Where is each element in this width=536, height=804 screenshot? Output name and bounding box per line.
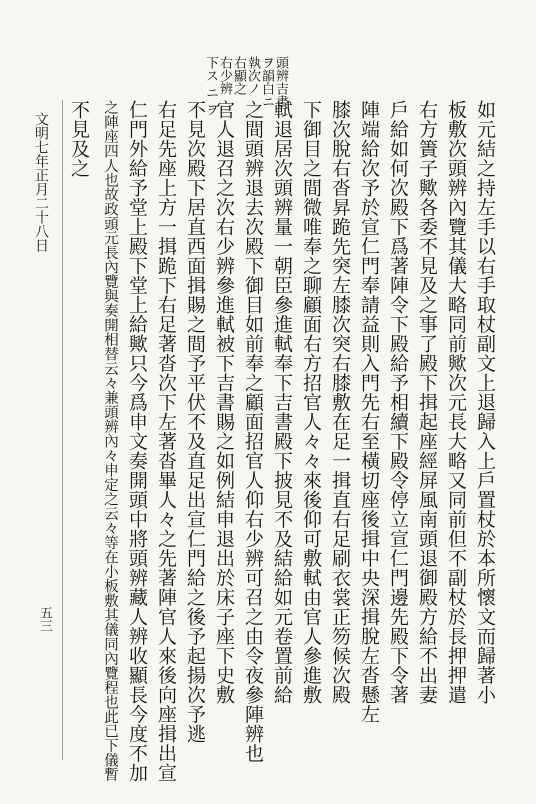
body-column: 膝次脫右沓昇跪先突左膝次突右膝敷在足一揖直右足刷衣裳正笏候次殿 <box>329 100 351 705</box>
body-column: 之間頭辨退去次殿下御目如前奉之顧面招官人仰右少辨可召之由令夜參陣辨也 <box>242 100 264 763</box>
date-line: 文明七年正月二十八日 <box>33 112 49 252</box>
header-line: 右顯之 <box>231 56 246 95</box>
body-column: 右方簀子歟各委不見及之事了殿下揖起座經屏風南頭退御殿方給不出妻 <box>416 100 438 705</box>
body-column: 右足先座上方一揖跪下右足著沓次下左著沓畢人々之先著陣官人來後向座揖出宣 <box>155 100 177 783</box>
header-line: 下ス ニ ヲ <box>203 56 218 117</box>
body-column: 下御目之間微唯奉之聊顧面右方招官人々々來後仰可敷軾由官人參進敷 <box>300 100 322 705</box>
body-column: 之陣座四人也故政頭元長內覽與奏開相替云々兼頭辨內々申定之云々等在小板敷其儀同內覽程也此已下儀暫 <box>102 100 118 782</box>
body-column: 陣端給次予於宣仁門奉請益則入門先右至橫切座後揖中央深揖脫左沓懸左 <box>358 100 380 724</box>
header-line: 右少辨 <box>217 56 232 95</box>
body-column: 不見次殿下居直西面揖賜之間予平伏不及直足出宣仁門給之後予起揚次予逃 <box>184 100 206 744</box>
body-column: 官人退召之次右少辨參進軾被下吉書賜之如例結申退出於床子座下史敷 <box>213 100 235 705</box>
body-column: 板敷次頭辨內覽其儀大略同前歟次元長大略又同前但不副杖於長押押遣 <box>445 100 467 705</box>
body-column: 如元結之持左手以右手取杖副文上退歸入上戶置杖於本所懷文而歸著小 <box>474 100 496 705</box>
header-line: 執次ノ <box>245 56 260 95</box>
body-column: 軾退居次頭辨量一朝臣參進軾奉下吉書殿下披見不及結給如元卷置前給 <box>271 100 293 705</box>
header-line: 頭辨吉書 <box>273 56 288 108</box>
body-column: 仁門外給予堂上殿下堂上給歟只今爲申文奏開頭中將頭辨藏人辨收顯長今度不加 <box>126 100 148 783</box>
header-line: ヲ韻白ニ <box>259 56 274 108</box>
body-column: 戶給如何次殿下爲著陣令下殿給予相續下殿令停立宣仁門邊先殿下令著 <box>387 100 409 705</box>
body-column: 不見及之 <box>68 100 90 178</box>
page-number: 五三 <box>37 606 52 632</box>
margin-rule <box>62 100 63 760</box>
